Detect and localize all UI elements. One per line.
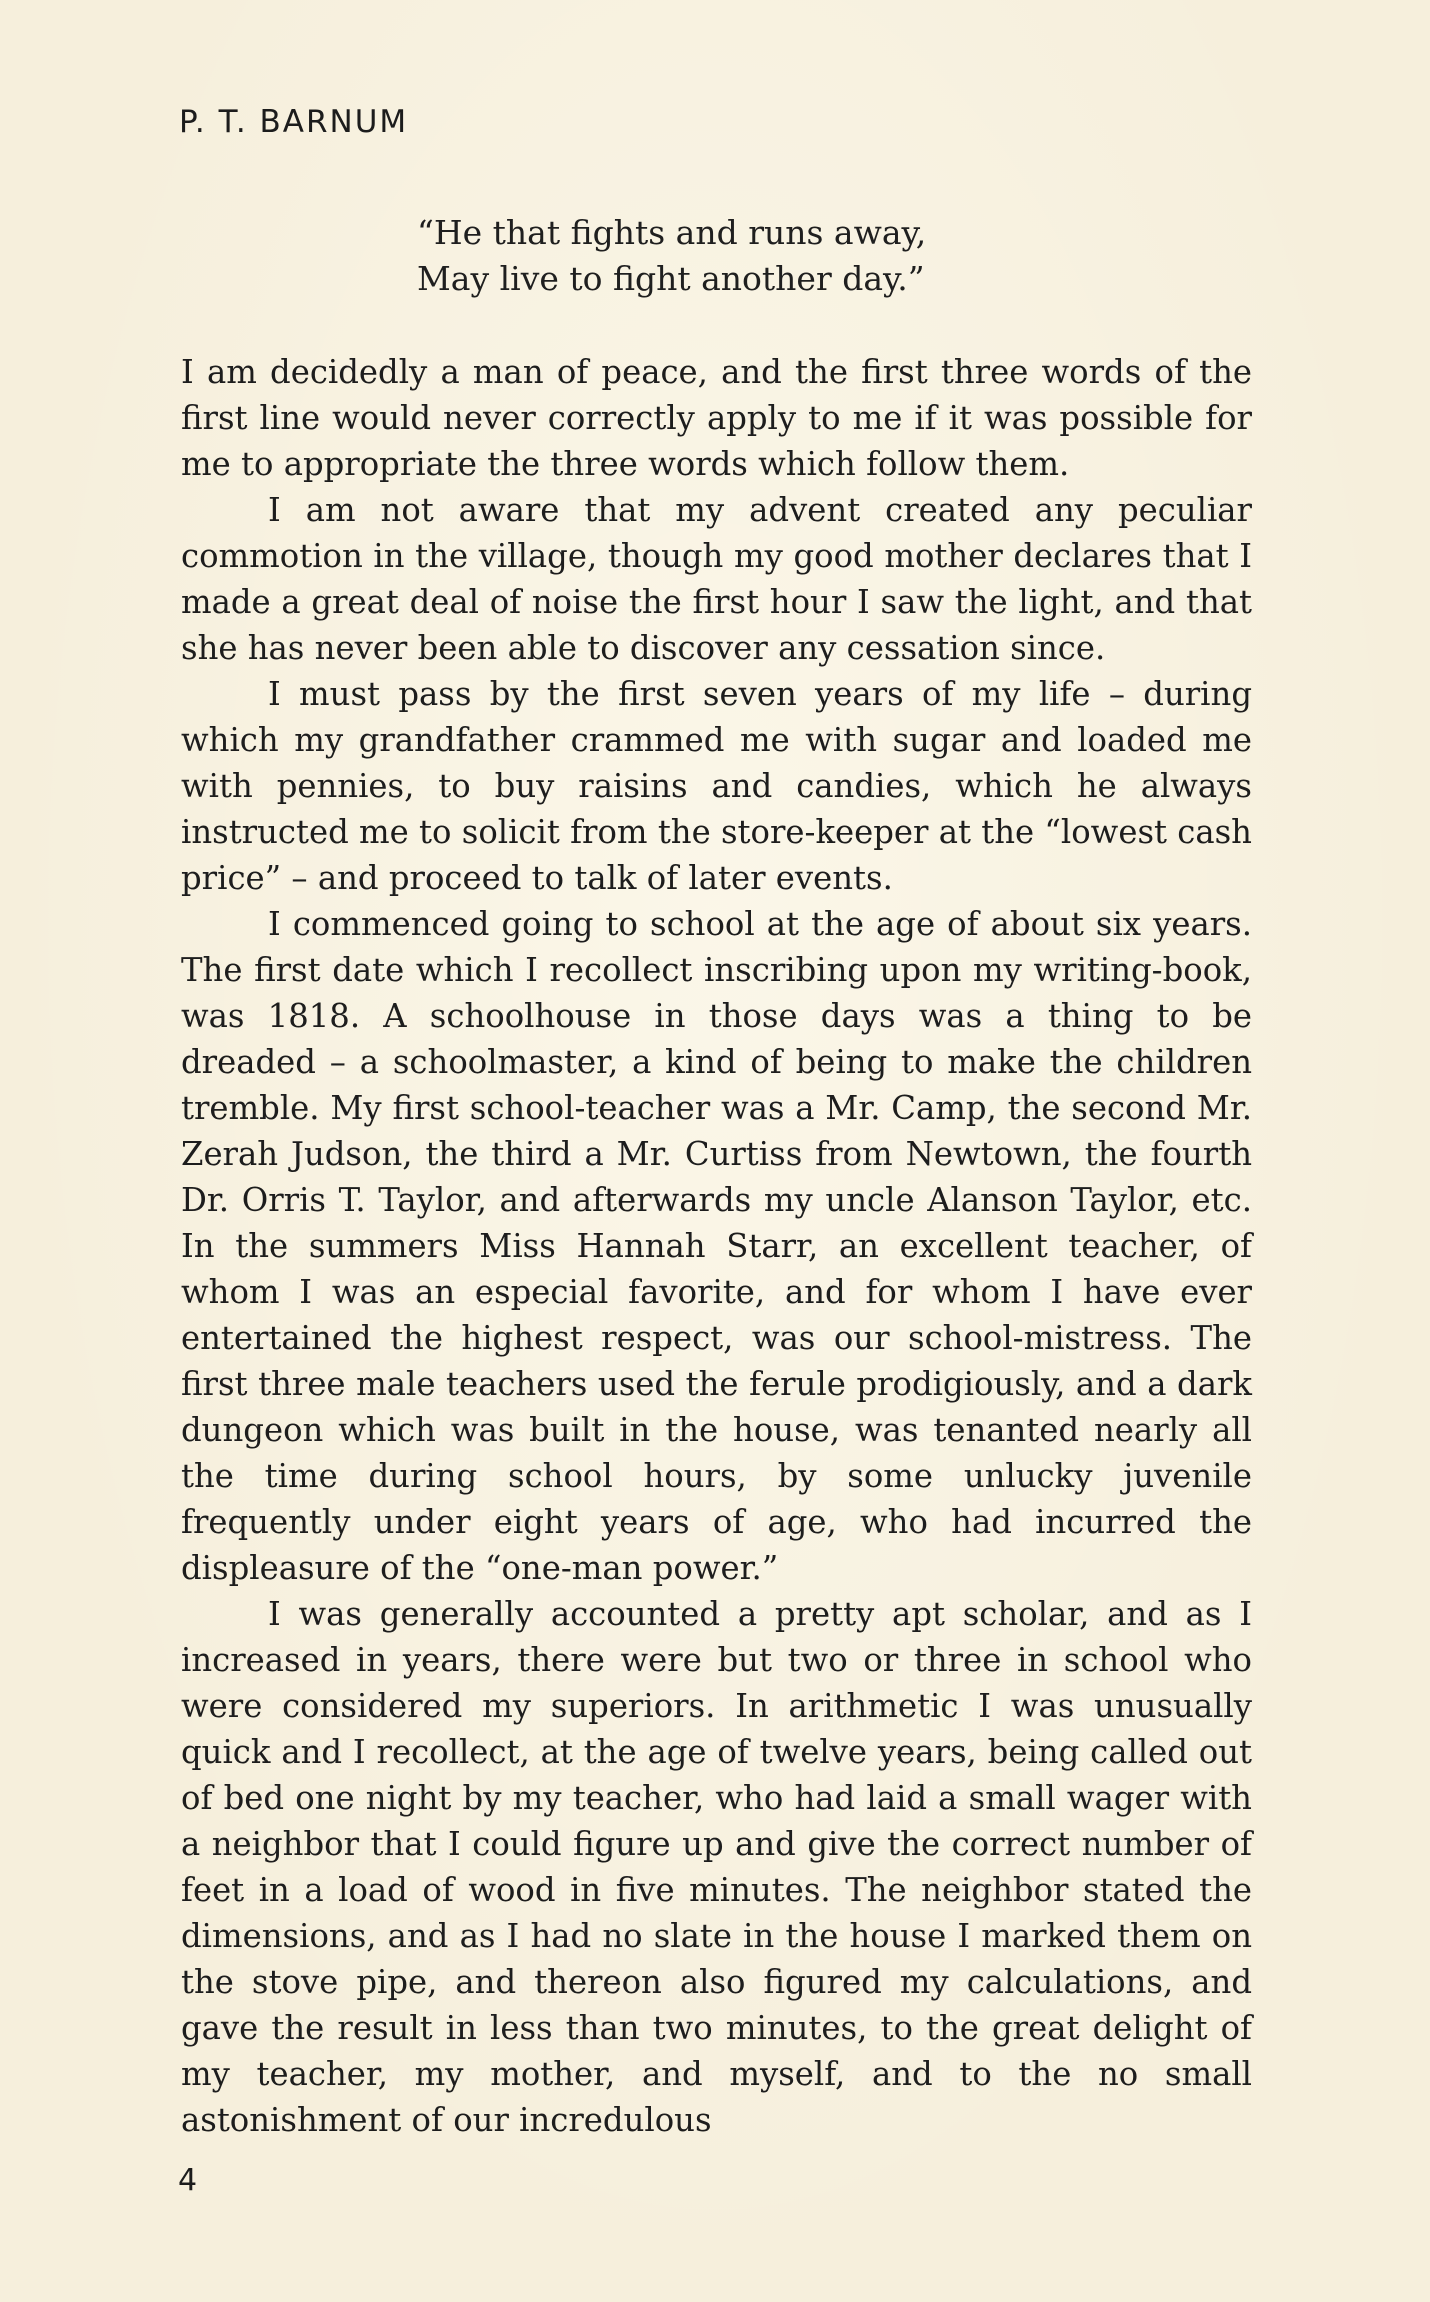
running-head: P. T. BARNUM bbox=[179, 104, 409, 140]
epigraph-line-1: “He that fights and runs away, bbox=[417, 213, 927, 252]
paragraph-5: I was generally accounted a pretty apt scholar, and as I increased in years, there were but two or three in school who were considered my superiors. In arithmetic I was unusually quick and I recollect, at the age of twelve years, being called out of bed one night by my teacher, who had laid a small wager with a neighbor that I could figure up and give the correct number of feet in a load of wood in five minutes. The neighbor stated the dimensions, and as I had no slate in the house I marked them on the stove pipe, and thereon also figured my calculations, and gave the result in less than two minutes, to the great delight of my teacher, my mother, and myself, and to the no small astonishment of our incredulous bbox=[181, 1595, 1252, 2139]
epigraph bbox=[417, 210, 926, 302]
body-text bbox=[181, 349, 1252, 2143]
paragraph-3: I must pass by the first seven years of my life – during which my grandfather crammed me with sugar and loaded me with pennies, to buy raisins and candies, which he always instructed me to solicit from the store-keeper at the “lowest cash price” – and proceed to talk of later events. bbox=[181, 675, 1252, 897]
page-number: 4 bbox=[178, 2163, 198, 2198]
paragraph-1: I am decidedly a man of peace, and the first three words of the first line would never correctly apply to me if it was possible for me to appropriate the three words which follow them. bbox=[181, 353, 1252, 483]
epigraph-line-2: May live to fight another day.” bbox=[417, 259, 925, 298]
paragraph-2: I am not aware that my advent created any peculiar commotion in the village, though my good mother declares that I made a great deal of noise the first hour I saw the light, and that she has never been able to discover any cessation since. bbox=[181, 491, 1252, 667]
paragraph-4: I commenced going to school at the age of about six years. The first date which I recollect inscribing upon my writing-book, was 1818. A schoolhouse in those days was a thing to be dreaded – a schoolmaster, a kind of being to make the children tremble. My first school-teacher was a Mr. Camp, the second Mr. Zerah Judson, the third a Mr. Curtiss from Newtown, the fourth Dr. Orris T. Taylor, and afterwards my uncle Alanson Taylor, etc. In the summers Miss Hannah Starr, an excellent teacher, of whom I was an especial favorite, and for whom I have ever entertained the highest respect, was our school-mistress. The first three male teachers used the ferule prodigiously, and a dark dungeon which was built in the house, was tenanted nearly all the time during school hours, by some unlucky juvenile frequently under eight years of age, who had incurred the displeasure of the “one-man power.” bbox=[181, 905, 1252, 1587]
